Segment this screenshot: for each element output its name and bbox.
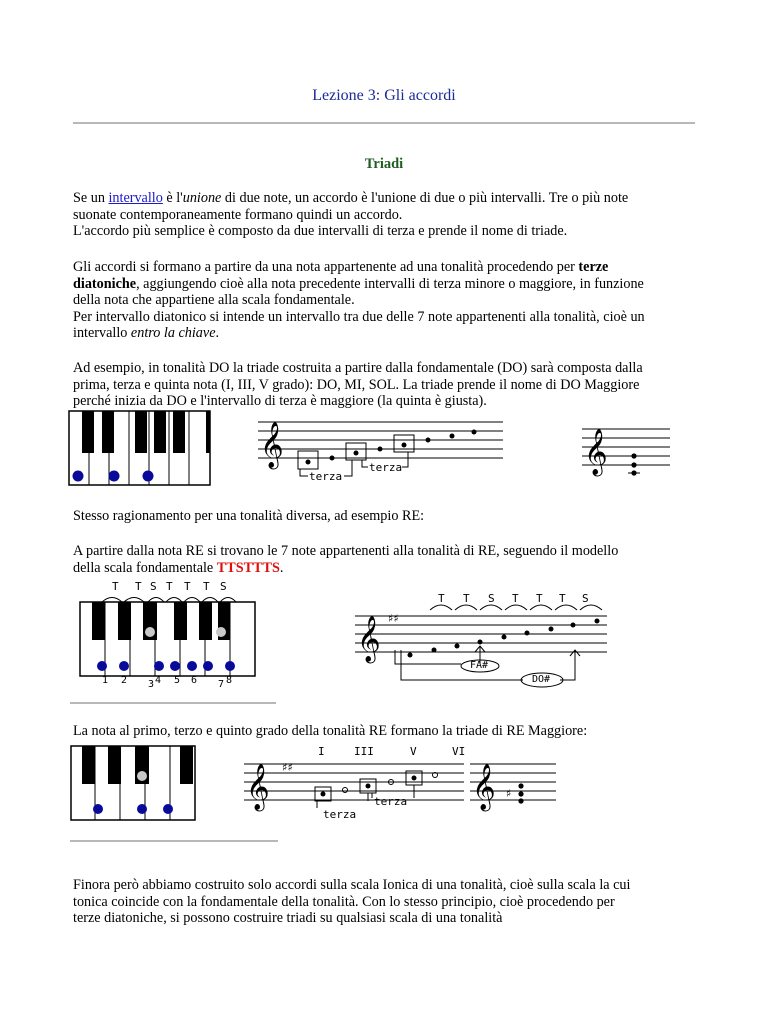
page-title: Lezione 3: Gli accordi <box>312 87 456 104</box>
step-label: T <box>463 592 470 605</box>
degree-label: I <box>318 745 325 758</box>
key-dot <box>73 471 84 482</box>
treble-clef-icon: 𝄞 <box>246 764 270 810</box>
paragraph-example-do: Ad esempio, in tonalità DO la triade costruita a partire dalla fondamentale (DO) sarà composta dalla prima, terza e quinta nota (I, III, V grado): DO, MI, SOL. La triade prende il nome di DO Maggiore perché inizia da DO e l'intervallo di terza è maggiore (la quinta è giusta). <box>73 360 643 409</box>
paragraph-conclusion: Finora però abbiamo costruito solo accordi sulla scala Ionica di una tonalità, cioè sulla scala la cui tonica coincide con la fondamentale della tonalità. Con lo stesso principio, cioè procedendo per terze diatoniche, si possono costruire triadi su qualsiasi scala di una tonalità <box>73 877 631 926</box>
terza-label: terza <box>309 470 343 483</box>
step-label: T <box>184 580 191 593</box>
sharp-icon: ♯♯ <box>388 612 399 625</box>
step-label: S <box>488 592 495 605</box>
key-dot <box>109 471 120 482</box>
staff-re-figure <box>355 598 610 690</box>
step-label: S <box>582 592 589 605</box>
step-label: S <box>220 580 227 593</box>
degree-number: 1 <box>102 675 109 686</box>
treble-clef-icon: 𝄞 <box>260 422 284 468</box>
step-label: T <box>135 580 142 593</box>
terza-label: terza <box>369 461 403 474</box>
degree-number: 4 <box>155 675 162 686</box>
paragraph-re-scale: A partire dalla nota RE si trovano le 7 note appartenenti alla tonalità di RE, seguendo il modello della scala fondamentale TTSTTTS. <box>73 543 619 576</box>
keyboard-do-figure <box>68 410 213 488</box>
step-label: T <box>559 592 566 605</box>
intervallo-link[interactable]: intervallo <box>108 190 163 206</box>
staff-do-figure <box>258 418 508 490</box>
step-label: T <box>166 580 173 593</box>
key-dot <box>143 471 154 482</box>
divider <box>70 840 278 842</box>
step-label: T <box>536 592 543 605</box>
fa-sharp-label: FA# <box>470 660 489 671</box>
divider <box>70 702 276 704</box>
step-label: T <box>512 592 519 605</box>
treble-clef-icon: 𝄞 <box>472 764 496 810</box>
degree-number: 3 <box>148 679 155 690</box>
paragraph-re-intro: Stesso ragionamento per una tonalità diversa, ad esempio RE: <box>73 508 425 524</box>
degree-label: III <box>354 745 374 758</box>
do-sharp-label: DO# <box>532 674 551 685</box>
paragraph-re-triad: La nota al primo, terzo e quinto grado della tonalità RE formano la triade di RE Maggiore: <box>73 723 588 739</box>
treble-clef-icon: 𝄞 <box>584 429 608 475</box>
chord-re-figure <box>470 758 560 810</box>
degree-number: 8 <box>226 675 233 686</box>
scale-pattern: TTSTTTS <box>216 559 280 576</box>
sharp-icon: ♯♯ <box>282 761 293 774</box>
degree-label: VI <box>452 745 466 758</box>
step-label: T <box>203 580 210 593</box>
section-heading: Triadi <box>364 156 404 172</box>
degree-label: V <box>410 745 417 758</box>
paragraph-formation: Gli accordi si formano a partire da una nota appartenente ad una tonalità procedendo per terze diatoniche, aggiungendo cioè alla nota precedente intervalli di terza minore o maggiore, in funzione della nota che appartiene alla scala fondamentale. Per intervallo diatonico si intende un intervallo tra due delle 7 note appartenenti alla tonalità, cioè un intervallo entro la chiave. <box>73 259 645 341</box>
sharp-icon: ♯ <box>506 787 512 800</box>
step-label: S <box>150 580 157 593</box>
degree-number: 5 <box>174 675 181 686</box>
keyboard-re-triad-figure <box>70 745 198 823</box>
paragraph-intro: Se un intervallo è l'unione di due note, un accordo è l'unione di due o più intervalli. Tre o più note suonate contemporaneamente formano quindi un accordo. L'accordo più semplice è composto da due intervalli di terza e prende il nome di triade. <box>73 190 629 239</box>
step-label: T <box>438 592 445 605</box>
degree-number: 6 <box>191 675 198 686</box>
divider <box>73 122 695 124</box>
terza-label: terza <box>323 808 357 821</box>
treble-clef-icon: 𝄞 <box>357 616 381 662</box>
degree-number: 7 <box>218 679 225 690</box>
step-label: T <box>112 580 119 593</box>
chord-do-figure <box>582 425 672 477</box>
terza-label: terza <box>374 795 408 808</box>
keyboard-re-figure <box>78 590 258 680</box>
degree-number: 2 <box>121 675 128 686</box>
